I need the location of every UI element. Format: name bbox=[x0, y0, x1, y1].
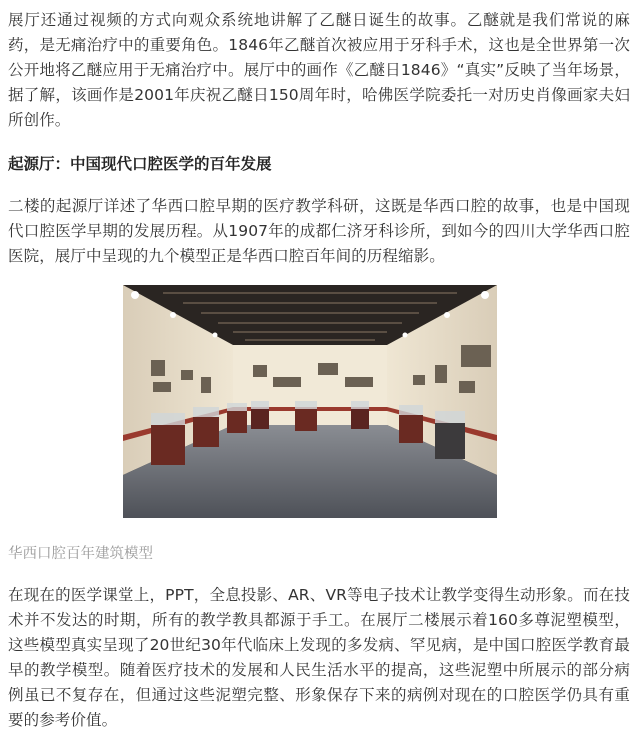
image-caption: 华西口腔百年建筑模型 bbox=[8, 546, 153, 562]
paragraph-clay-models: 在现在的医学课堂上，PPT，全息投影、AR、VR等电子技术让教学变得生动形象。而在技术并不发达的时期，所有的教学教具都源于手工。在展厅二楼展示着160多尊泥塑模型，这些模型真实呈现了20世纪30年代临床上发现的多发病、罕见病，是中国口腔医学教育最早的教学模型。随着医疗技术的发展和人民生活水平的提高，这些泥塑中所展示的部分病例虽已不复存在，但通过这些泥塑完整、形象保存下来的病例对现在的口腔医学仍具有重要的参考价值。 bbox=[8, 586, 630, 729]
exhibition-hall-photo bbox=[123, 285, 497, 518]
section-heading: 起源厅：中国现代口腔医学的百年发展 bbox=[8, 155, 272, 173]
exhibition-hall-illustration bbox=[123, 285, 497, 518]
paragraph-origin-hall: 二楼的起源厅详述了华西口腔早期的医疗教学科研，这既是华西口腔的故事，也是中国现代口腔医学早期的发展历程。从1907年的成都仁济牙科诊所，到如今的四川大学华西口腔医院，展厅中呈现的九个模型正是华西口腔百年间的历程缩影。 bbox=[8, 197, 630, 265]
paragraph-ether-day: 展厅还通过视频的方式向观众系统地讲解了乙醚日诞生的故事。乙醚就是我们常说的麻药，是无痛治疗中的重要角色。1846年乙醚首次被应用于牙科手术，这也是全世界第一次公开地将乙醚应用于无痛治疗中。展厅中的画作《乙醚日1846》“真实”反映了当年场景，据了解，该画作是2001年庆祝乙醚日150周年时，哈佛医学院委托一对历史肖像画家夫妇所创作。 bbox=[8, 11, 630, 129]
